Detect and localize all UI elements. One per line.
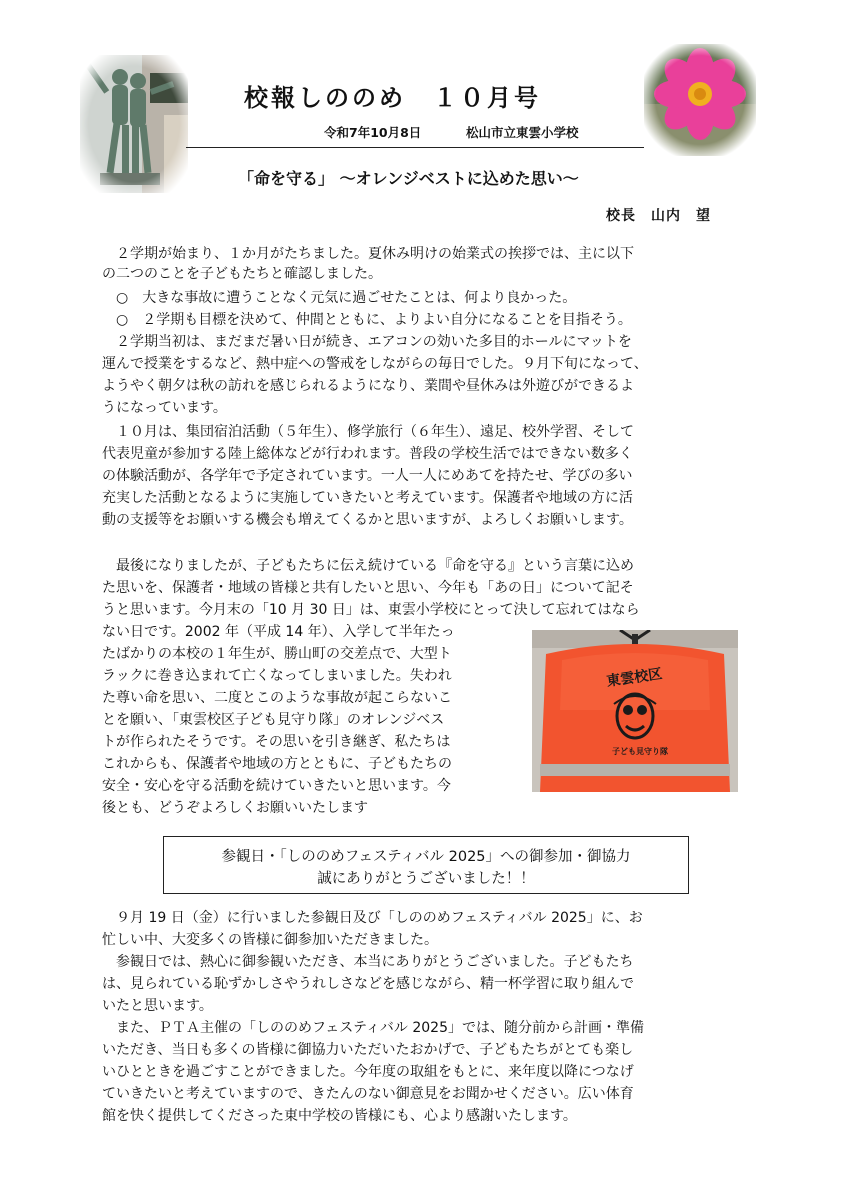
article-line: ていきたいと考えていますので、きたんのない御意見をお聞かせください。広い体育 <box>102 1086 634 1102</box>
article-line: たばかりの本校の１年生が、勝山町の交差点で、大型ト <box>102 646 452 662</box>
article-line: 後とも、どうぞよろしくお願いいたします <box>102 800 368 816</box>
orange-vest-photo <box>532 630 738 792</box>
article-line: いただき、当日も多くの皆様に御協力いただいたおかげで、子どもたちがとても楽し <box>102 1042 634 1058</box>
header-rule <box>186 147 660 148</box>
article-line: いひとときを過ごすことができました。今年度の取組をもとに、来年度以降につなげ <box>102 1064 634 1080</box>
article-line: ２学期が始まり、１か月がたちました。夏休み明けの始業式の挨拶では、主に以下 <box>102 246 634 262</box>
article-line: 代表児童が参加する陸上総体などが行われます。普段の学校生活ではできない数多く <box>102 446 633 462</box>
vest-label-bottom: 子ども見守り隊 <box>612 747 668 756</box>
article-line: ９月 19 日（金）に行いました参観日及び「しののめフェスティバル 2025」に、お <box>102 910 643 926</box>
article-line: とを願い、「東雲校区子ども見守り隊」のオレンジベス <box>102 712 445 728</box>
article-line: た尊い命を思い、二度とこのような事故が起こらないこ <box>102 690 452 706</box>
article-line: これからも、保護者や地域の方とともに、子どもたちの <box>102 756 452 772</box>
announcement-line: 参観日・「しののめフェスティバル 2025」への御参加・御協力 <box>221 849 631 865</box>
article-line: ２学期当初は、まだまだ暑い日が続き、エアコンの効いた多目的ホールにマットを <box>102 334 632 350</box>
article-line: １０月は、集団宿泊活動（５年生）、修学旅行（６年生）、遠足、校外学習、そして <box>102 424 634 440</box>
article-line: また、ＰＴＡ主催の「しののめフェスティバル 2025」では、随分前から計画・準備 <box>102 1020 644 1036</box>
article-line: の体験活動が、各学年で予定されています。一人一人にめあてを持たせ、学びの多い <box>102 468 633 484</box>
vest-label-top: 東雲校区 <box>605 666 664 690</box>
article-line: ○ 大きな事故に遭うことなく元気に過ごせたことは、何より良かった。 <box>102 290 577 306</box>
article-line: うになっています。 <box>102 400 227 416</box>
article-line: トが作られたそうです。その思いを引き継ぎ、私たちは <box>102 734 451 750</box>
article-line: ようやく朝夕は秋の訪れを感じられるようになり、業間や昼休みは外遊びができるよ <box>102 378 634 394</box>
article-line: の二つのことを子どもたちと確認しました。 <box>102 266 382 282</box>
article-line: ラックに巻き込まれて亡くなってしまいました。失われ <box>102 668 452 684</box>
article-line: は、見られている恥ずかしさやうれしさなどを感じながら、精一杯学習に取り組んで <box>102 976 634 992</box>
article-line: た思いを、保護者・地域の皆様と共有したいと思い、今年も「あの日」について記そ <box>102 580 634 596</box>
cosmos-flower-photo <box>644 44 756 156</box>
article-line: いたと思います。 <box>102 998 213 1014</box>
article-line: ○ ２学期も目標を決めて、仲間とともに、よりよい自分になることを目指そう。 <box>102 312 632 328</box>
announcement-line: 誠にありがとうございました！！ <box>317 871 535 887</box>
statue-photo <box>80 55 188 193</box>
article-line: 安全・安心を守る活動を続けていきたいと思います。今 <box>102 778 451 794</box>
article-line: 忙しい中、大変多くの皆様に御参加いただきました。 <box>102 932 438 948</box>
article-line: うと思います。今月末の「10 月 30 日」は、東雲小学校にとって決して忘れてはなら <box>102 602 640 618</box>
article-line: 充実した活動となるように実施していきたいと考えています。保護者や地域の方に活 <box>102 490 633 506</box>
article-line: 最後になりましたが、子どもたちに伝え続けている『命を守る』という言葉に込め <box>102 558 634 574</box>
article-line: 運んで授業をするなど、熱中症への警戒をしながらの毎日でした。９月下旬になって、 <box>102 356 648 372</box>
announcement-box <box>163 836 689 894</box>
school-name: 松山市立東雲小学校 <box>466 125 579 140</box>
article-line: 動の支援等をお願いする機会も増えてくるかと思いますが、よろしくお願いします。 <box>102 512 633 528</box>
newsletter-title: 校報しののめ １０月号 <box>244 84 541 112</box>
article-headline: 「命を守る」 ～オレンジベストに込めた思い～ <box>238 169 579 188</box>
article-line: 参観日では、熱心に御参観いただき、本当にありがとうございました。子どもたち <box>102 954 634 970</box>
article-author: 校長 山内 望 <box>606 208 711 224</box>
issue-date: 令和7年10月8日 <box>324 125 422 140</box>
article-line: 館を快く提供してくださった東中学校の皆様にも、心より感謝いたします。 <box>102 1108 577 1124</box>
article-line: ない日です。2002 年（平成 14 年）、入学して半年たっ <box>102 624 455 640</box>
